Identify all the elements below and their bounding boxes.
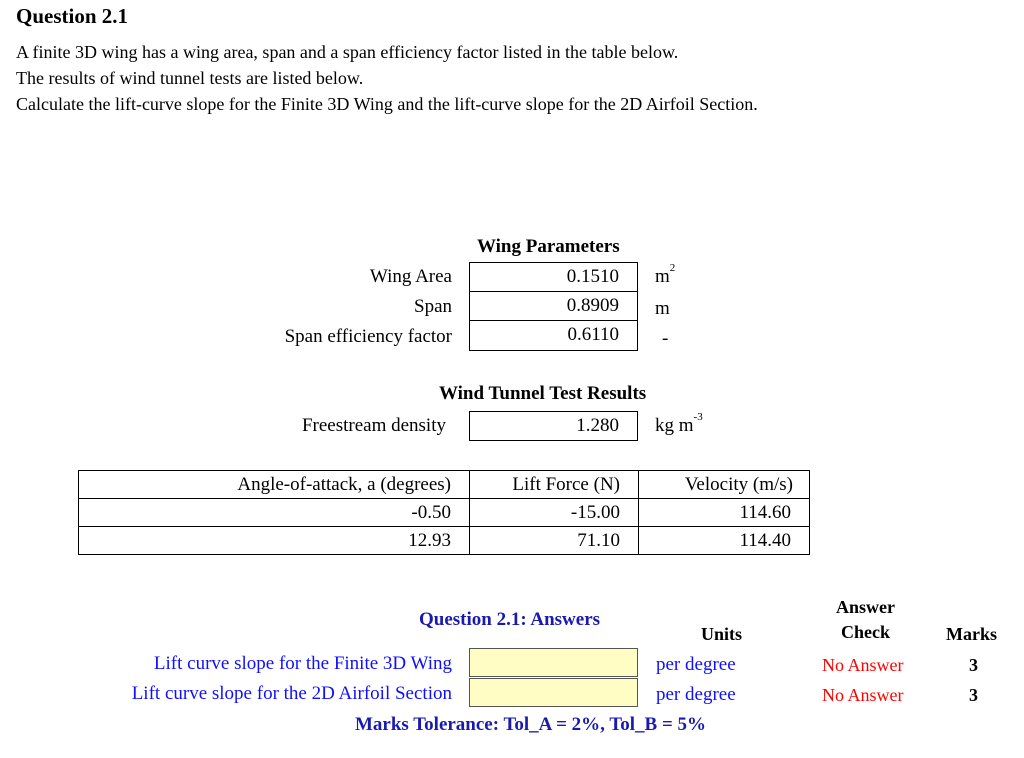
angle-cell: 12.93 [79,527,470,555]
answer-check-2d-airfoil: No Answer [822,685,904,705]
marks-header: Marks [946,624,997,644]
table-row [79,527,810,555]
intro-line-3: Calculate the lift-curve slope for the Finite 3D Wing and the lift-curve slope for the 2D Airfoil Section. [16,94,758,114]
span-value: 0.8909 [469,291,638,321]
marks-tolerance: Marks Tolerance: Tol_A = 2%, Tol_B = 5% [355,714,707,735]
wing-area-value: 0.1510 [469,262,638,292]
units-header: Units [701,624,743,644]
density-unit: kg $m^{-3}$ [655,411,703,436]
answer-label-2d-airfoil: Lift curve slope for the 2D Airfoil Section [131,683,452,704]
answer-label-3d-wing: Lift curve slope for the Finite 3D Wing [153,653,452,674]
answer-unit-3d-wing: per degree [656,654,736,675]
lift-cell: 71.10 [470,527,639,555]
column-header-lift: Lift Force (N) [470,471,639,499]
wing-area-unit: $m^2$ [655,262,676,287]
span-efficiency-unit: - [662,328,669,349]
answer-check-header-1: Answer [836,597,895,617]
intro-line-2: The results of wind tunnel tests are listed below. [16,68,364,88]
wind-tunnel-table [78,470,810,555]
answer-unit-2d-airfoil: per degree [656,684,736,705]
column-header-velocity: Velocity (m/s) [639,471,810,499]
question-title: Question 2.1 [16,4,129,28]
wind-tunnel-heading: Wind Tunnel Test Results [439,383,647,404]
span-efficiency-value: 0.6110 [469,320,638,351]
angle-cell: -0.50 [79,499,470,527]
table-header-row [79,471,810,499]
wing-parameters-heading: Wing Parameters [477,236,620,257]
marks-3d-wing: 3 [969,655,978,675]
table-row [79,499,810,527]
density-value: 1.280 [469,411,638,441]
span-unit: m [655,298,670,319]
answer-input-2d-airfoil[interactable] [469,678,638,707]
answers-heading: Question 2.1: Answers [419,609,601,630]
wing-area-label: Wing Area [369,266,452,287]
answer-input-3d-wing[interactable] [469,648,638,677]
span-efficiency-label: Span efficiency factor [284,326,452,347]
marks-2d-airfoil: 3 [969,685,978,705]
density-label: Freestream density [301,415,446,436]
lift-cell: -15.00 [470,499,639,527]
velocity-cell: 114.60 [639,499,810,527]
answer-check-header-2: Check [841,622,890,642]
answer-check-3d-wing: No Answer [822,655,904,675]
velocity-cell: 114.40 [639,527,810,555]
span-label: Span [414,296,452,317]
column-header-angle: Angle-of-attack, a (degrees) [79,471,470,499]
intro-line-1: A finite 3D wing has a wing area, span and a span efficiency factor listed in the table below. [16,42,679,62]
